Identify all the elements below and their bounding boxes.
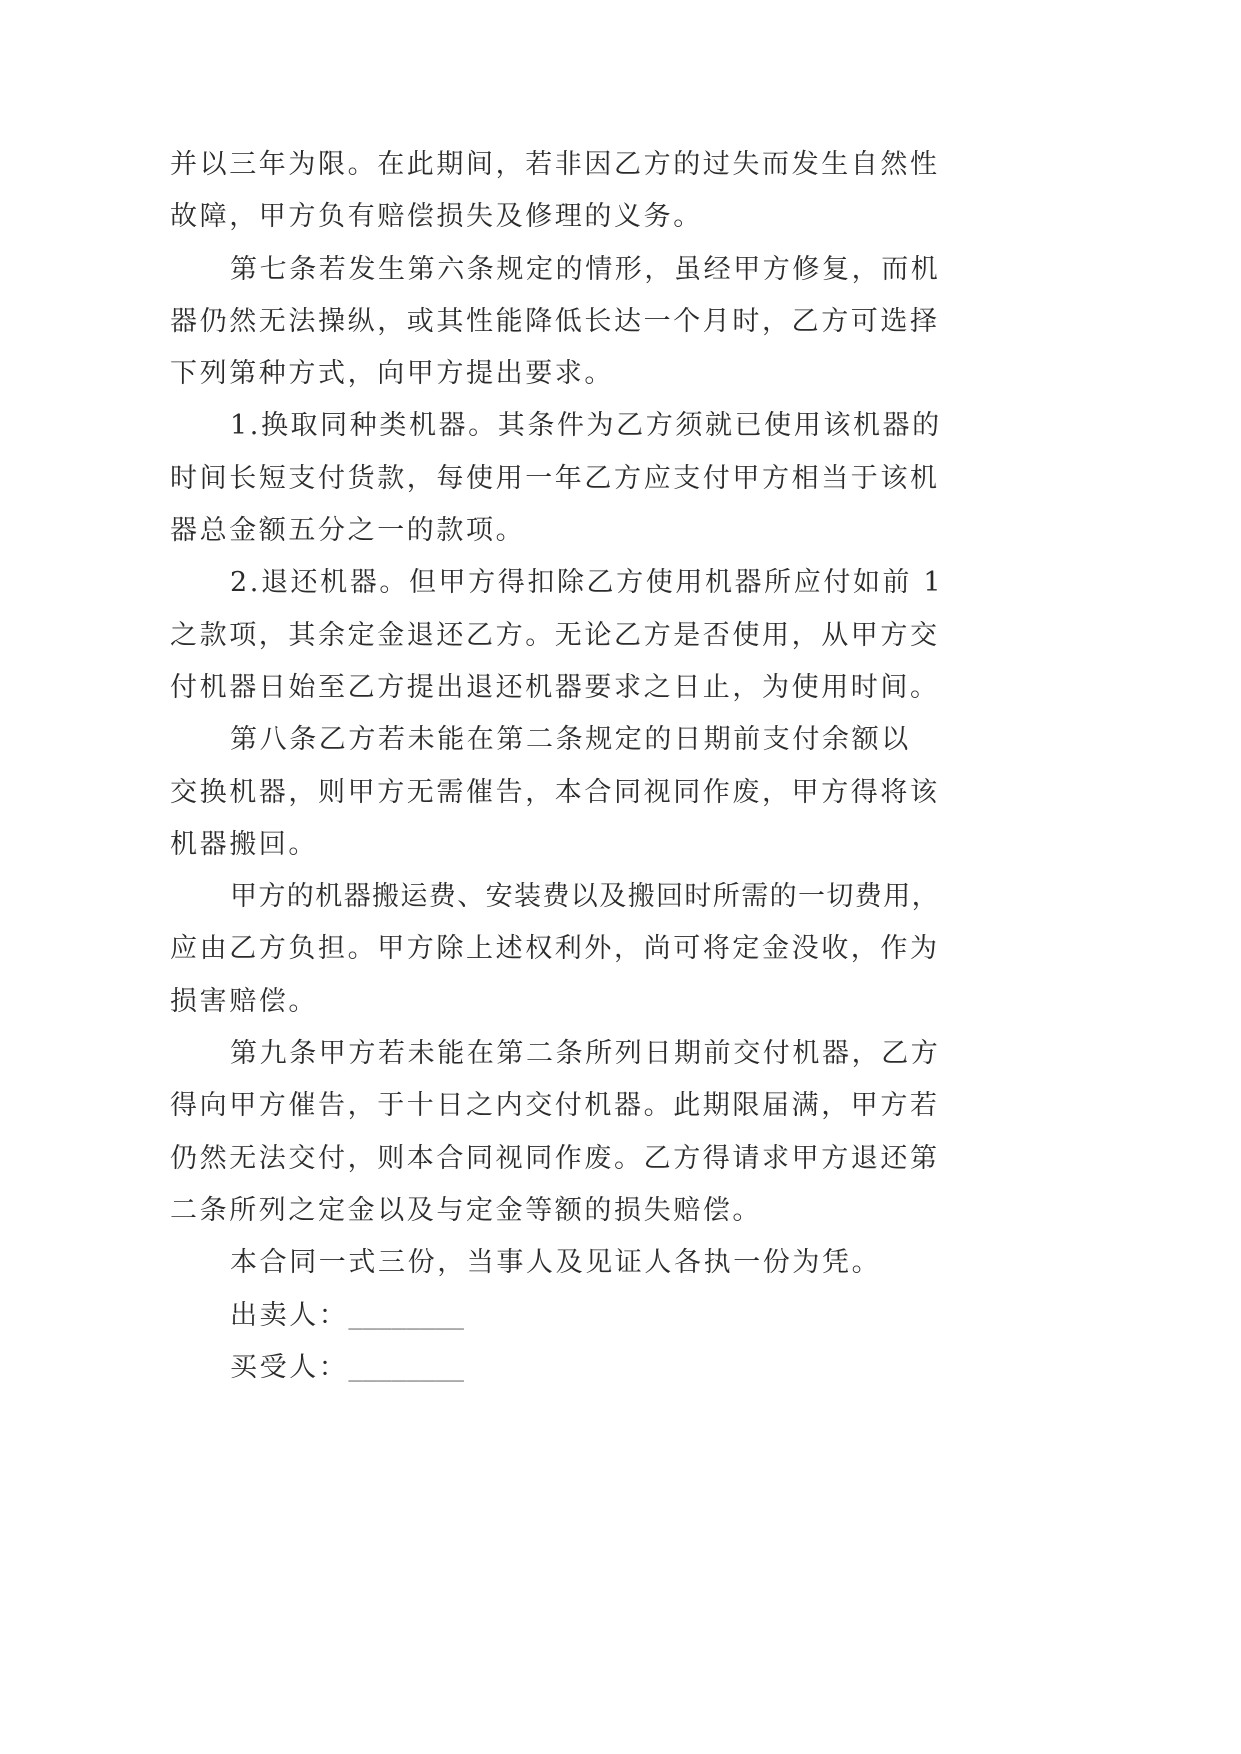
clause-8-paragraph [170,714,970,871]
text-line: 1.换取同种类机器。其条件为乙方须就已使用该机器的 [230,410,942,442]
text-line: 故障，甲方负有赔偿损失及修理的义务。 [170,201,703,233]
buyer-blank: ________ [348,1353,464,1382]
text-line: 之款项，其余定金退还乙方。无论乙方是否使用，从甲方交 [170,619,940,651]
clause-7-paragraph [170,244,970,401]
seller-blank: ________ [348,1301,464,1330]
text-line: 仍然无法交付，则本合同视同作废。乙方得请求甲方退还第 [170,1142,940,1174]
costs-paragraph [170,871,970,1028]
text-line: 损害赔偿。 [170,985,318,1017]
text-line: 器总金额五分之一的款项。 [170,515,526,547]
item-2-paragraph [170,557,970,714]
text-line: 本合同一式三份，当事人及见证人各执一份为凭。 [230,1247,882,1279]
text-line: 第七条若发生第六条规定的情形，虽经甲方修复，而机 [230,253,941,285]
text-line: 二条所列之定金以及与定金等额的损失赔偿。 [170,1194,762,1226]
signature-seller [170,1290,970,1342]
text-line: 交换机器，则甲方无需催告，本合同视同作废，甲方得将该 [170,776,940,808]
text-line: 第八条乙方若未能在第二条规定的日期前支付余额以 [230,724,911,756]
text-line: 2.退还机器。但甲方得扣除乙方使用机器所应付如前 1 [230,567,944,599]
text-line: 下列第种方式，向甲方提出要求。 [170,358,614,390]
paragraph-continuation [170,139,970,244]
text-line: 应由乙方负担。甲方除上述权利外，尚可将定金没收，作为 [170,933,940,965]
text-line: 器仍然无法操纵，或其性能降低长达一个月时，乙方可选择 [170,305,940,337]
text-line: 第九条甲方若未能在第二条所列日期前交付机器，乙方 [230,1038,941,1070]
clause-9-paragraph [170,1028,970,1237]
signature-buyer [170,1342,970,1394]
document-body [170,139,970,1394]
text-line: 得向甲方催告，于十日之内交付机器。此期限届满，甲方若 [170,1090,940,1122]
text-line: 付机器日始至乙方提出退还机器要求之日止，为使用时间。 [170,671,940,703]
text-line: 时间长短支付货款，每使用一年乙方应支付甲方相当于该机 [170,462,940,494]
text-line: 机器搬回。 [170,828,318,860]
text-line: 并以三年为限。在此期间，若非因乙方的过失而发生自然性 [170,149,940,180]
item-1-paragraph [170,400,970,557]
text-line: 甲方的机器搬运费、安装费以及搬回时所需的一切费用， [230,881,940,913]
seller-label: 出卖人： [230,1299,349,1331]
buyer-label: 买受人： [230,1351,349,1383]
copies-paragraph [170,1237,970,1289]
